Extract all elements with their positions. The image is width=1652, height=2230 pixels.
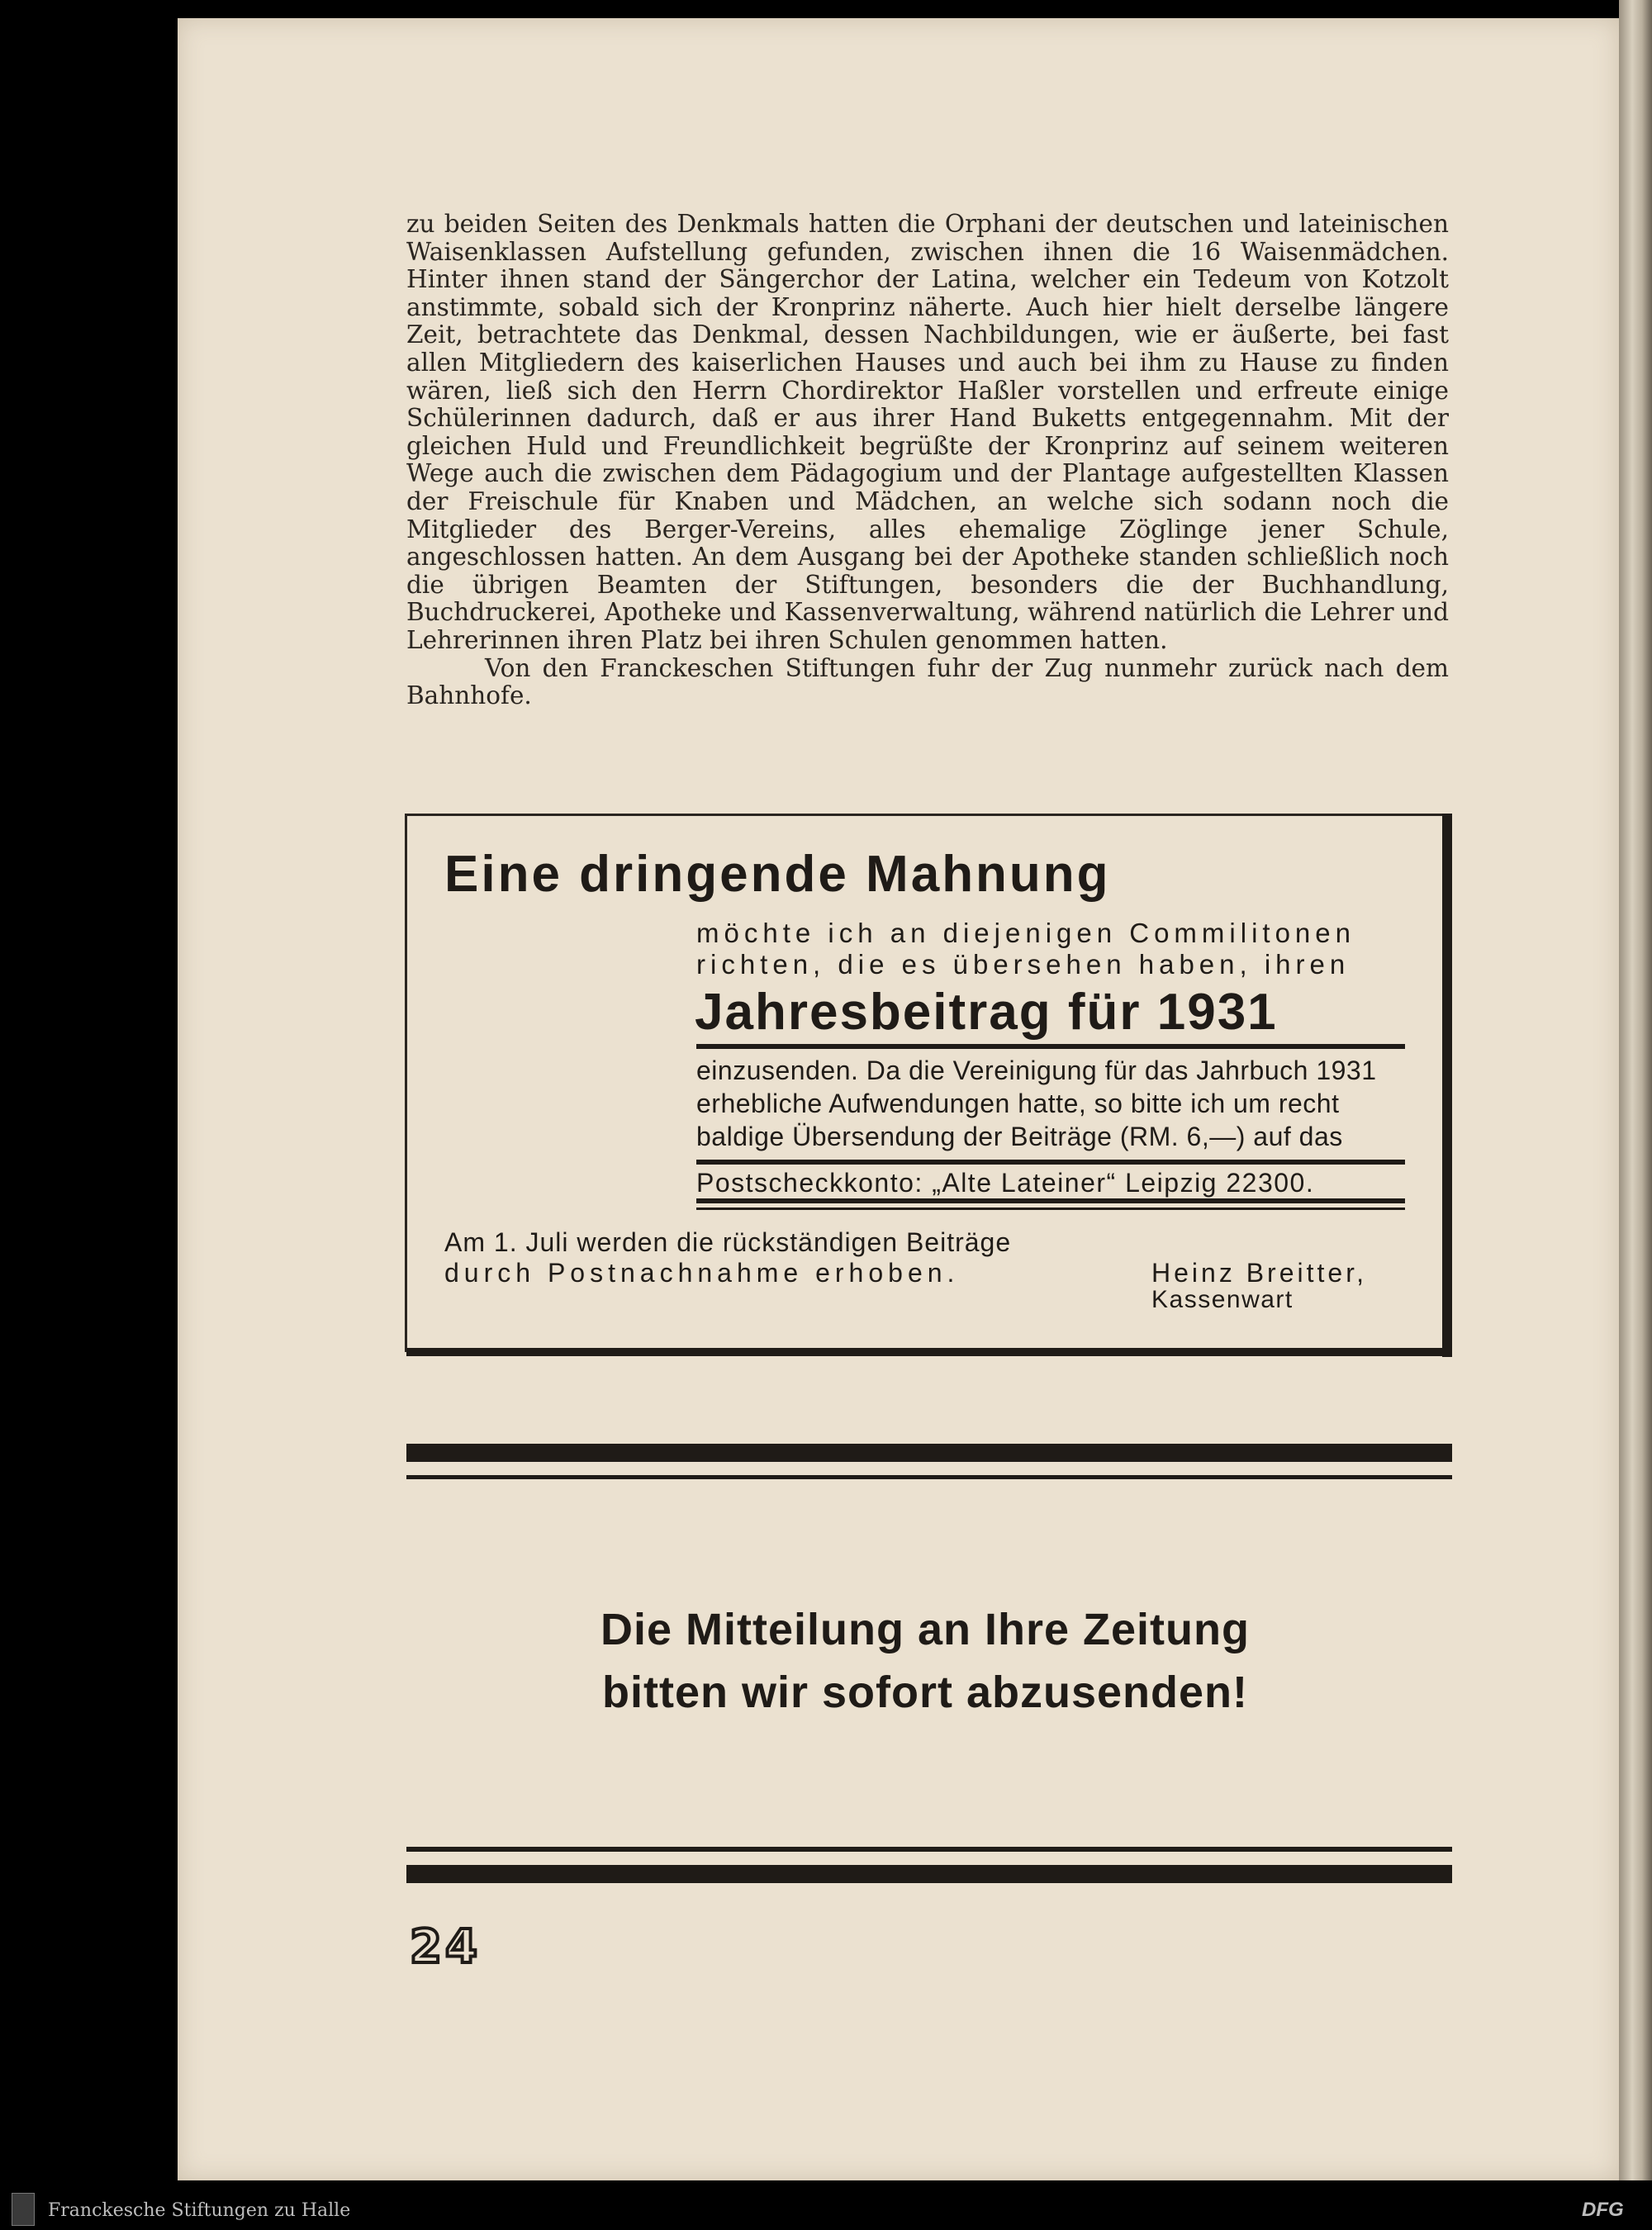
notice-line-2: richten, die es übersehen haben, ihren (696, 949, 1351, 980)
rule-above-konto (696, 1160, 1405, 1165)
article-paragraph-1: zu beiden Seiten des Denkmals hatten die Orphani der deutschen und lateinischen Waisenklassen Aufstellung gefunden, zwischen ihnen die 16 Waisenmädchen. Hinter ihnen stand der Sängerchor der Latina, welcher ein Tedeum von Kotzolt anstimmte, sobald sich der Kronprinz näherte. Auch hier hielt derselbe längere Zeit, betrachtete das Denkmal, dessen Nachbildungen, wie er äußerte, bei fast allen Mitgliedern des kaiserlichen Hauses und auch bei ihm zu Hause zu finden wären, ließ sich den Herrn Chordirektor Haßler vorstellen und erfreute einige Schülerinnen dadurch, daß er aus ihrer Hand Buketts entgegennahm. Mit der gleichen Huld und Freundlichkeit begrüßte der Kronprinz auf seinem weiteren Wege auch die zwischen dem Pädagogium und der Plantage aufgestellten Klassen der Freischule für Knaben und Mädchen, an welche sich sodann noch die Mitglieder des Berger-Vereins, alles ehemalige Zöglinge jener Schule, angeschlossen hatten. An dem Ausgang bei der Apotheke standen schließlich noch die übrigen Beamten der Stiftungen, besonders die der Buchhandlung, Buchdruckerei, Apotheke und Kassenverwaltung, während natürlich die Lehrer und Lehrerinnen ihren Platz bei ihren Schulen genommen hatten. (406, 210, 1449, 654)
notice-body-1: einzusenden. Da die Vereinigung für das Jahrbuch 1931 (696, 1056, 1377, 1085)
footer-institution: Franckesche Stiftungen zu Halle (48, 2200, 351, 2221)
divider-bar-upper-thick (406, 1444, 1452, 1462)
notice-line-1: möchte ich an diejenigen Commilitonen (696, 918, 1355, 948)
collection-note-1: Am 1. Juli werden die rückständigen Beiträge (444, 1227, 1012, 1257)
notice-body-3: baldige Übersendung der Beiträge (RM. 6,—) auf das (696, 1122, 1343, 1151)
divider-bar-lower-thick (406, 1865, 1452, 1883)
signer-name: Heinz Breitter, (1151, 1258, 1367, 1288)
article-text (406, 211, 1449, 710)
article-paragraph-2: Von den Franckeschen Stiftungen fuhr der Zug nunmehr zurück nach dem Bahnhofe. (406, 653, 1449, 710)
request-line-1: Die Mitteilung an Ihre Zeitung (601, 1605, 1250, 1654)
notice-shadow-right (1442, 814, 1452, 1357)
rule-under-title (696, 1044, 1405, 1049)
postal-account: Postscheckkonto: „Alte Lateiner“ Leipzig 22300. (696, 1168, 1315, 1198)
notice-body-2: erhebliche Aufwendungen hatte, so bitte ich um recht (696, 1089, 1340, 1118)
notice-title: Eine dringende Mahnung (444, 846, 1111, 903)
footer-dfg-logo: DFG (1582, 2199, 1624, 2221)
request-line-2: bitten wir sofort abzusenden! (601, 1668, 1249, 1717)
rule-below-konto-thin (696, 1208, 1405, 1210)
divider-bar-lower-thin (406, 1847, 1452, 1852)
newspaper-request (512, 1598, 1338, 1724)
annual-fee-title: Jahresbeitrag für 1931 (695, 984, 1278, 1041)
collection-note-2: durch Postnachnahme erhoben. (444, 1258, 960, 1288)
page-fold (1619, 0, 1652, 2180)
institution-logo-icon (12, 2193, 35, 2226)
signer-role: Kassenwart (1151, 1286, 1294, 1313)
divider-bar-upper-thin (406, 1475, 1452, 1479)
rule-below-konto (696, 1198, 1405, 1203)
page-number: 24 (410, 1920, 481, 1974)
notice-shadow-bottom (406, 1348, 1452, 1356)
